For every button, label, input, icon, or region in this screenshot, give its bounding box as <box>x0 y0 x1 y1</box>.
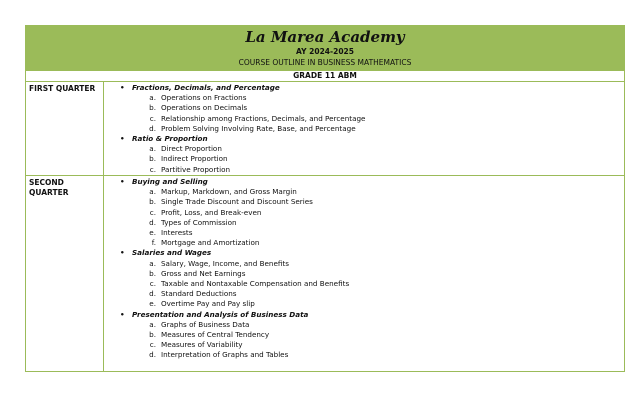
grade-level: GRADE 11 ABM <box>26 71 624 82</box>
subtopic-letter: a. <box>149 93 156 103</box>
subtopic-letter: a. <box>149 144 156 154</box>
subtopic-text: Interpretation of Graphs and Tables <box>161 350 289 360</box>
subtopic-item <box>120 330 624 340</box>
subtopic-text: Problem Solving Involving Rate, Base, and Percentage <box>161 123 356 133</box>
subtopic-item <box>120 187 624 197</box>
course-title: COURSE OUTLINE IN BUSINESS MATHEMATICS <box>238 58 412 67</box>
subtopic-item <box>120 154 624 164</box>
subtopic-item <box>120 350 624 360</box>
header-band <box>26 26 624 71</box>
subtopic-item <box>120 218 624 228</box>
school-name: La Marea Academy <box>245 28 405 46</box>
subtopic-text: Indirect Proportion <box>161 154 228 164</box>
subtopic-letter: e. <box>149 228 156 238</box>
subtopic-item <box>120 144 624 154</box>
subtopic-text: Measures of Central Tendency <box>161 330 270 340</box>
subtopic-text: Interests <box>161 228 193 238</box>
topic-heading: • Buying and Selling <box>120 177 624 187</box>
subtopic-letter: d. <box>149 217 156 227</box>
subtopic-text: Direct Proportion <box>161 144 222 154</box>
subtopic-letter: b. <box>149 197 156 207</box>
subtopic-text: Profit, Loss, and Break-even <box>161 207 262 217</box>
subtopic-item <box>120 299 624 309</box>
topic-heading: • Fractions, Decimals, and Percentage <box>120 83 624 93</box>
subtopic-item <box>120 228 624 238</box>
subtopic-letter: f. <box>151 238 156 248</box>
subtopic-letter: c. <box>149 207 156 217</box>
subtopic-item <box>120 208 624 218</box>
subtopic-letter: a. <box>149 187 156 197</box>
academic-year: AY 2024-2025 <box>296 47 354 56</box>
subtopic-letter: b. <box>149 268 156 278</box>
subtopic-text: Operations on Decimals <box>161 103 248 113</box>
topic-heading: • Ratio & Proportion <box>120 134 624 144</box>
quarter-label: SECOND QUARTER <box>26 176 104 371</box>
subtopic-item <box>120 103 624 113</box>
quarter-label: FIRST QUARTER <box>26 82 104 175</box>
subtopic-item <box>120 259 624 269</box>
subtopic-text: Operations on Fractions <box>161 93 247 103</box>
subtopic-text: Gross and Net Earnings <box>161 268 246 278</box>
subtopic-text: Standard Deductions <box>161 289 237 299</box>
subtopic-letter: b. <box>149 330 156 340</box>
subtopic-letter: c. <box>149 340 156 350</box>
subtopic-item <box>120 238 624 248</box>
subtopic-text: Partitive Proportion <box>161 164 231 174</box>
subtopic-item <box>120 340 624 350</box>
subtopic-item <box>120 289 624 299</box>
subtopic-text: Graphs of Business Data <box>161 319 250 329</box>
subtopic-text: Types of Commission <box>161 217 237 227</box>
subtopic-item <box>120 114 624 124</box>
subtopic-text: Salary, Wage, Income, and Benefits <box>161 258 289 268</box>
subtopic-letter: b. <box>149 103 156 113</box>
topic-heading: • Salaries and Wages <box>120 248 624 258</box>
quarter-row <box>26 82 624 176</box>
topic-heading: • Presentation and Analysis of Business Data <box>120 310 624 320</box>
subtopic-letter: e. <box>149 299 156 309</box>
subtopic-item <box>120 124 624 134</box>
subtopic-item <box>120 165 624 175</box>
subtopic-letter: c. <box>149 164 156 174</box>
subtopic-letter: c. <box>149 279 156 289</box>
subtopic-item <box>120 269 624 279</box>
subtopic-letter: c. <box>149 113 156 123</box>
subtopic-letter: d. <box>149 289 156 299</box>
subtopic-item <box>120 93 624 103</box>
subtopic-item <box>120 320 624 330</box>
subtopic-text: Relationship among Fractions, Decimals, and Percentage <box>161 113 366 123</box>
subtopic-item <box>120 197 624 207</box>
subtopic-text: Single Trade Discount and Discount Series <box>161 197 313 207</box>
quarter-content <box>104 176 624 371</box>
course-outline-table <box>25 25 625 372</box>
quarter-row <box>26 176 624 371</box>
subtopic-text: Overtime Pay and Pay slip <box>161 299 255 309</box>
subtopic-letter: a. <box>149 258 156 268</box>
quarter-content <box>104 82 624 175</box>
subtopic-text: Mortgage and Amortization <box>161 238 260 248</box>
subtopic-text: Taxable and Nontaxable Compensation and Benefits <box>161 279 350 289</box>
subtopic-letter: b. <box>149 154 156 164</box>
subtopic-letter: a. <box>149 319 156 329</box>
subtopic-text: Measures of Variability <box>161 340 243 350</box>
subtopic-item <box>120 279 624 289</box>
subtopic-letter: d. <box>149 350 156 360</box>
subtopic-text: Markup, Markdown, and Gross Margin <box>161 187 297 197</box>
subtopic-letter: d. <box>149 123 156 133</box>
